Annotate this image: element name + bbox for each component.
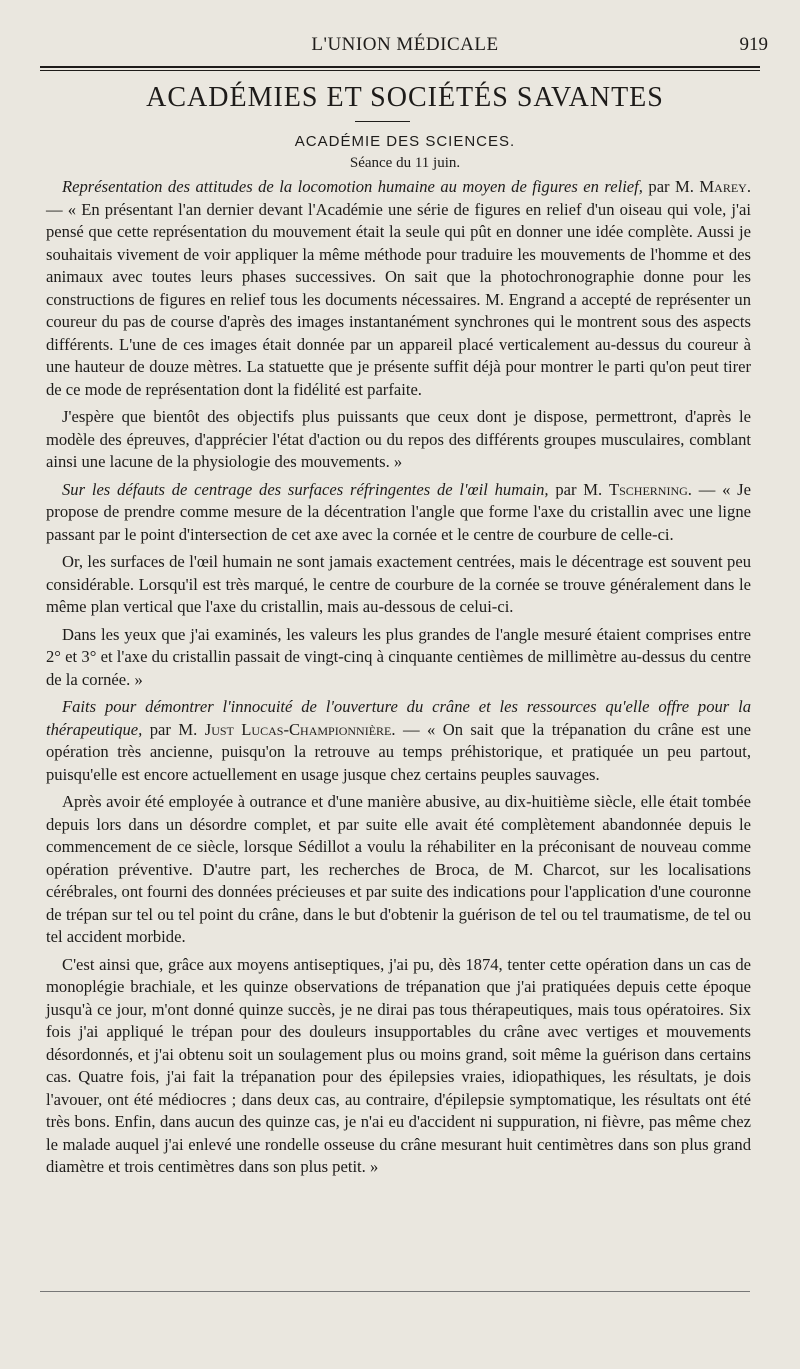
running-head bbox=[40, 30, 770, 60]
lucas-paragraph-2: Après avoir été employée à outrance et d'une manière abusive, au dix-huitième siècle, elle était tombée depuis lors dans un désordre complet, et par suite elle avait été complètement abandonnée depuis le commencement de ce siècle, lorsque Sédillot a voulu la réhabiliter en la préconisant de nouveau comme opération préventive. D'autre part, les recherches de Broca, de M. Charcot, sur les localisations cérébrales, ont fourni des données précieuses et par suite des indications pour l'application d'une couronne de trépan sur tel ou tel point du crâne, dans le but d'obtenir la guérison de tel ou tel traumatisme, de tel ou tel accident morbide. bbox=[46, 792, 751, 946]
article-body bbox=[46, 176, 751, 1184]
marey-title: Représentation des attitudes de la locomotion humaine au moyen de figures en relief, bbox=[62, 177, 643, 196]
lucas-by: par M. bbox=[142, 719, 205, 739]
page-number: 919 bbox=[739, 34, 768, 55]
marey-paragraph bbox=[46, 176, 751, 401]
tscherning-paragraph-3: Dans les yeux que j'ai examinés, les valeurs les plus grandes de l'angle mesuré étaient comprises entre 2° et 3° et l'axe du cristallin passait de vingt-cinq à cinquante centièmes de millimètre au-dessus du centre de la cornée. » bbox=[46, 624, 751, 689]
lucas-paragraph-3: C'est ainsi que, grâce aux moyens antiseptiques, j'ai pu, dès 1874, tenter cette opération dans un cas de monoplégie brachiale, et les quinze observations de trépanation que j'ai pratiquées depuis cette époque jusqu'à ce jour, m'ont donné quinze succès, je ne dirai pas tous thérapeutiques, mais tous opératoires. Six fois j'ai appliqué le trépan pour des douleurs insupportables du crâne avec vertiges et mouvements désordonnés, et j'ai obtenu soit un soulagement plus ou moins grand, soit même la guérison dans certains cas. Quatre fois, j'ai fait la trépanation pour des épilepsies vraies, idiopathiques, les résultats, je dois l'avouer, ont été médiocres ; dans deux cas, au contraire, d'épilepsie symptomatique, les résultats ont été très bons. Enfin, dans aucun des quinze cas, je n'ai eu d'accident ni suppuration, ni fièvre, pas même chez le malade auquel j'ai enlevé une rondelle osseuse du crâne mesurant huit centimètres dans son plus grand diamètre et trois centimètres dans son plus petit. » bbox=[46, 954, 751, 1176]
tscherning-author: Tscherning bbox=[608, 479, 688, 499]
tscherning-paragraph bbox=[46, 479, 751, 547]
marey-paragraph-2: J'espère que bientôt des objectifs plus puissants que ceux dont je dispose, permettront, d'après le modèle des épreuves, d'apprécier l'état d'action ou du repos des différents groupes musculaires, comblant ainsi une lacune de la physiologie des mouvements. » bbox=[46, 407, 751, 471]
tscherning-title: Sur les défauts de centrage des surfaces réfringentes de l'œil humain, bbox=[62, 479, 549, 499]
header-rule-thin bbox=[40, 70, 760, 71]
lucas-paragraph bbox=[46, 696, 751, 786]
section-divider bbox=[355, 121, 410, 122]
lucas-title: Faits pour démontrer l'innocuité de l'ouverture du crâne et les ressources qu'elle offre pour la thérapeutique, bbox=[46, 697, 751, 739]
marey-author: Marey bbox=[699, 177, 747, 196]
lucas-text: . — « On sait que la trépanation du crâne est une opération très ancienne, puisqu'on la retrouve au temps préhistorique, et pratiquée un peu partout, puisqu'elle est encore actuellement en usage jusque chez certains peuples sauvages. bbox=[46, 719, 751, 784]
marey-by: par M. bbox=[642, 177, 700, 196]
marey-text: . — « En présentant l'an dernier devant l'Académie une série de figures en relief d'un oiseau qui vole, j'ai pensé que cette représentation du mouvement était la seule qui pût en donner une idée complète. Aussi je souhaitais vivement de voir appliquer la même méthode pour traduire les mouvements de l'homme et des animaux avec toutes leurs phases successives. On sait que la photochronographie donne pour les constructions de figures en relief tous les documents nécessaires. M. Engrand a accepté de représenter un coureur du pas de course d'après des images instantanément synchrones qui le montrent sous des aspects différents. L'une de ces images était donnée par un appareil placé verticalement au-dessus du coureur à une hauteur de douze mètres. La statuette que je présente suffit déjà pour montrer le parti qu'on peut tirer de ce mode de représentation dont la fidélité est parfaite. bbox=[46, 177, 751, 399]
lucas-author: Just Lucas-Championnière bbox=[204, 719, 392, 739]
section-title: ACADÉMIES ET SOCIÉTÉS SAVANTES bbox=[146, 82, 664, 113]
journal-title: L'UNION MÉDICALE bbox=[311, 34, 499, 55]
academy-title: ACADÉMIE DES SCIENCES. bbox=[294, 133, 516, 150]
header-rule bbox=[40, 66, 760, 68]
tscherning-by: par M. bbox=[548, 479, 609, 499]
tscherning-text: . — « Je propose de prendre comme mesure de la décentration l'angle que forme l'axe du cristallin avec une ligne passant par le point d'intersection de cet axe avec la cornée et le centre de courbure de celle-ci. bbox=[46, 479, 751, 544]
session-date: Séance du 11 juin. bbox=[349, 155, 461, 171]
footer-rule bbox=[40, 1291, 750, 1292]
tscherning-paragraph-2: Or, les surfaces de l'œil humain ne sont jamais exactement centrées, mais le décentrage est souvent peu considérable. Lorsqu'il est très marqué, le centre de courbure de la cornée se trouve généralement dans le même plan vertical que l'axe du cristallin, mais au-dessous de celui-ci. bbox=[46, 552, 751, 616]
